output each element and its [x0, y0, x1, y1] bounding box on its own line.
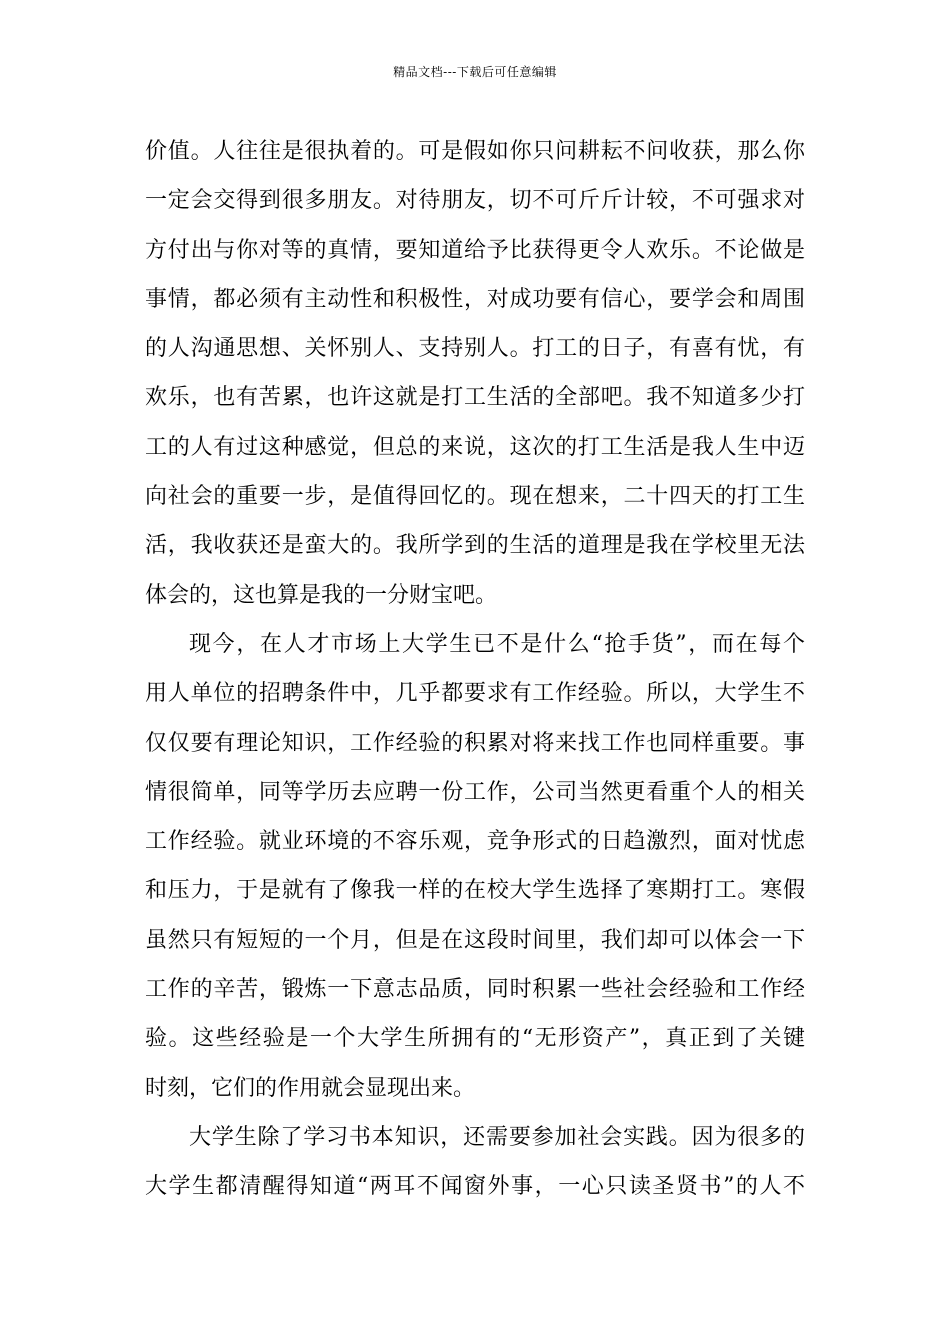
text-line: 时刻，它们的作用就会显现出来。: [145, 1075, 476, 1101]
text-line: 虽然只有短短的一个月，但是在这段时间里，我们却可以体会一下: [145, 927, 805, 953]
text-line: 工的人有过这种感觉，但总的来说，这次的打工生活是我人生中迈: [145, 434, 805, 460]
text-line: 事情，都必须有主动性和积极性，对成功要有信心，要学会和周围: [145, 286, 805, 312]
text-line: 大学生都清醒得知道“两耳不闻窗外事，一心只读圣贤书”的人不: [145, 1174, 805, 1200]
text-line: 向社会的重要一步，是值得回忆的。现在想来，二十四天的打工生: [145, 484, 805, 510]
text-line: 和压力，于是就有了像我一样的在校大学生选择了寒期打工。寒假: [145, 878, 805, 904]
text-line: 价值。人往往是很执着的。可是假如你只问耕耘不问收获，那么你: [145, 139, 805, 164]
text-line: 方付出与你对等的真情，要知道给予比获得更令人欢乐。不论做是: [145, 237, 805, 263]
text-line: 仅仅要有理论知识，工作经验的积累对将来找工作也同样重要。事: [145, 730, 805, 756]
text-line: 一定会交得到很多朋友。对待朋友，切不可斤斤计较，不可强求对: [145, 188, 805, 214]
paragraph-first-line: 大学生除了学习书本知识，还需要参加社会实践。因为很多的: [189, 1124, 805, 1150]
body-text: [145, 127, 805, 1212]
text-line: 的人沟通思想、关怀别人、支持别人。打工的日子，有喜有忧，有: [145, 336, 805, 362]
text-line: 体会的，这也算是我的一分财宝吧。: [145, 582, 498, 608]
text-line: 活，我收获还是蛮大的。我所学到的生活的道理是我在学校里无法: [145, 533, 805, 559]
paragraph-first-line: 现今，在人才市场上大学生已不是什么“抢手货”，而在每个: [189, 631, 805, 657]
text-line: 工作的辛苦，锻炼一下意志品质，同时积累一些社会经验和工作经: [145, 977, 805, 1003]
page-header: 精品文档---下载后可任意编辑: [393, 65, 557, 79]
text-line: 欢乐，也有苦累，也许这就是打工生活的全部吧。我不知道多少打: [145, 385, 805, 411]
text-line: 工作经验。就业环境的不容乐观，竞争形式的日趋激烈，面对忧虑: [145, 829, 805, 855]
text-line: 用人单位的招聘条件中，几乎都要求有工作经验。所以，大学生不: [145, 681, 805, 707]
text-line: 情很简单，同等学历去应聘一份工作，公司当然更看重个人的相关: [145, 779, 805, 805]
text-line: 验。这些经验是一个大学生所拥有的“无形资产”，真正到了关键: [145, 1026, 805, 1052]
